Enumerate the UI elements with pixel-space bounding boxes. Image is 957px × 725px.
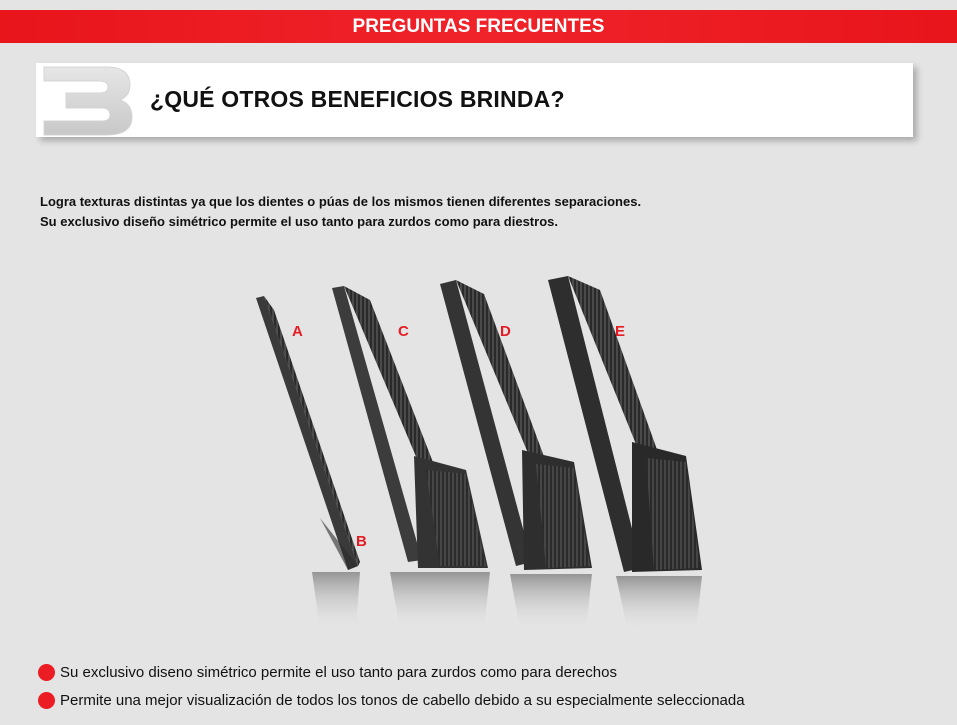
benefits-list (38, 658, 745, 714)
bullet-dot-icon (38, 692, 55, 709)
number-3-icon (36, 63, 136, 137)
comb-a-b (256, 296, 360, 630)
list-item (38, 658, 745, 686)
question-title: ¿QUÉ OTROS BENEFICIOS BRINDA? (150, 86, 565, 112)
faq-banner (0, 10, 957, 43)
faq-banner-title: PREGUNTAS FRECUENTES (352, 15, 605, 37)
comb-label-d: D (500, 323, 511, 340)
comb-label-e: E (615, 323, 626, 340)
list-item (38, 686, 745, 714)
comb-label-c: C (398, 323, 409, 340)
intro-line-2: Su exclusivo diseño simétrico permite el uso tanto para zurdos como para diestros. (40, 214, 558, 229)
benefit-text-2: Permite una mejor visualización de todos los tonos de cabello debido a su especialmente seleccionada (60, 691, 745, 709)
question-card (36, 63, 913, 137)
bullet-dot-icon (38, 664, 55, 681)
comb-label-b: B (356, 533, 367, 550)
comb-label-a: A (292, 323, 303, 340)
intro-text (40, 192, 641, 232)
benefit-text-1: Su exclusivo diseno simétrico permite el uso tanto para zurdos como para derechos (60, 663, 617, 681)
combs-illustration (240, 270, 720, 640)
intro-line-1: Logra texturas distintas ya que los dientes o púas de los mismos tienen diferentes separaciones. (40, 194, 642, 209)
